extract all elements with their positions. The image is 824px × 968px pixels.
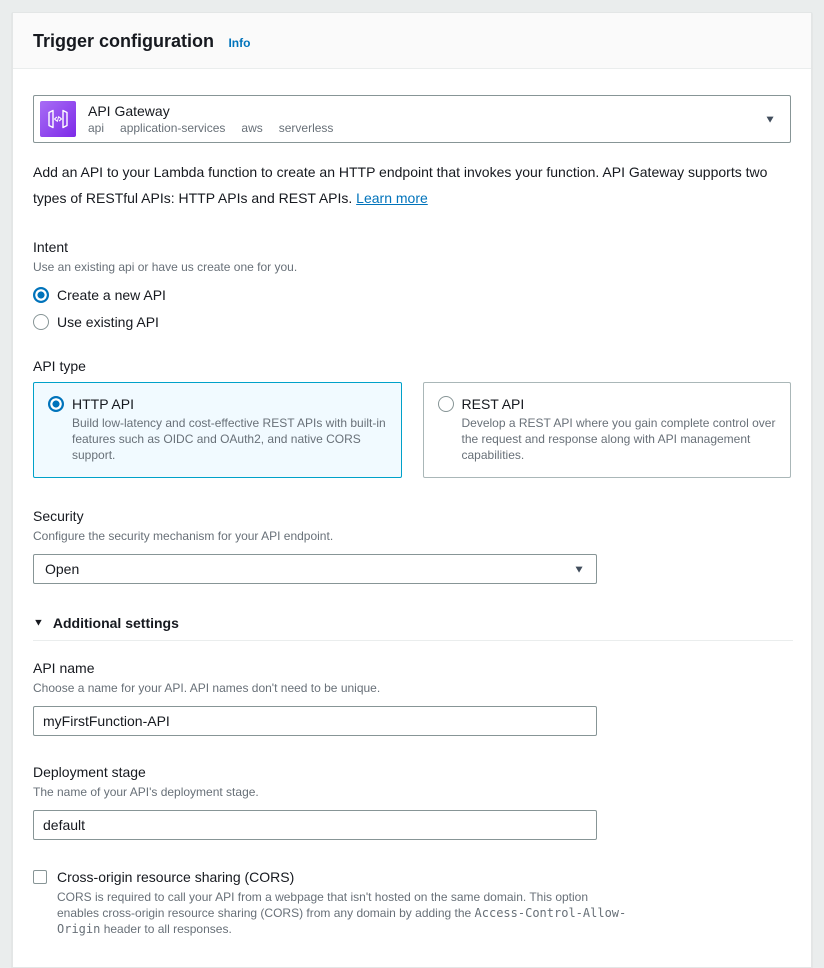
intent-section xyxy=(33,237,791,330)
page-title: Trigger configuration xyxy=(33,31,215,51)
service-tag: api xyxy=(88,121,105,135)
card-description: Develop a REST API where you gain complete control over the request and response along with API management capabilities. xyxy=(461,416,776,462)
security-description: Configure the security mechanism for your API endpoint. xyxy=(33,529,334,543)
info-link[interactable]: Info xyxy=(228,36,251,50)
additional-settings-label: Additional settings xyxy=(52,615,179,631)
intro-paragraph xyxy=(33,159,791,211)
api-name-description: Choose a name for your API. API names don't need to be unique. xyxy=(33,681,381,695)
intro-text: Add an API to your Lambda function to create an HTTP endpoint that invokes your function. API Gateway supports two types of RESTful APIs: HTTP APIs and REST APIs. xyxy=(33,164,768,206)
api-name-input[interactable] xyxy=(33,706,597,736)
api-type-section xyxy=(33,356,791,478)
intent-description: Use an existing api or have us create one for you. xyxy=(33,260,298,274)
service-tag: serverless xyxy=(278,121,334,135)
security-section xyxy=(33,506,791,584)
panel-header xyxy=(13,13,811,69)
deployment-stage-description: The name of your API's deployment stage. xyxy=(33,785,259,799)
card-http-api[interactable] xyxy=(33,382,402,478)
chevron-down-icon: ▼ xyxy=(573,563,585,575)
service-tag: aws xyxy=(241,121,263,135)
cors-section xyxy=(33,869,791,937)
trigger-source-select[interactable] xyxy=(33,95,791,143)
radio-label: Use existing API xyxy=(57,314,159,330)
learn-more-link[interactable]: Learn more xyxy=(356,190,428,206)
chevron-down-icon: ▼ xyxy=(764,113,776,125)
cors-description-text: header to all responses. xyxy=(100,922,232,936)
additional-settings-expander[interactable] xyxy=(33,615,791,631)
deployment-stage-input[interactable] xyxy=(33,810,597,840)
card-title: REST API xyxy=(461,396,525,412)
card-head xyxy=(48,396,387,412)
cors-header-code: Access-Control-Allow-Origin xyxy=(57,906,627,936)
api-type-cards xyxy=(33,382,791,478)
source-text xyxy=(88,102,764,136)
cors-description-text: CORS is required to call your API from a webpage that isn't hosted on the same domain. This option enables cross-origin resource sharing (CORS) from any domain by adding the xyxy=(57,890,589,920)
cors-label: Cross-origin resource sharing (CORS) xyxy=(57,869,295,885)
radio-label: Create a new API xyxy=(57,287,166,303)
cors-checkbox[interactable] xyxy=(33,870,47,884)
api-type-label: API type xyxy=(33,358,86,374)
api-name-field xyxy=(33,658,791,736)
security-label: Security xyxy=(33,508,84,524)
radio-icon-unselected[interactable] xyxy=(438,396,454,412)
service-name: API Gateway xyxy=(88,103,170,119)
deployment-stage-field xyxy=(33,762,791,840)
card-description: Build low-latency and cost-effective REST APIs with built-in features such as OIDC and OAuth2, and native CORS support. xyxy=(72,416,386,462)
cors-checkbox-row[interactable] xyxy=(33,869,791,885)
intent-label: Intent xyxy=(33,239,69,255)
expander-arrow-icon: ▼ xyxy=(33,617,44,629)
api-name-label: API name xyxy=(33,660,95,676)
security-select[interactable] xyxy=(33,554,597,584)
card-title: HTTP API xyxy=(72,396,134,412)
radio-icon-selected[interactable] xyxy=(33,287,49,303)
trigger-configuration-panel xyxy=(12,12,812,968)
api-gateway-icon xyxy=(40,101,76,137)
card-head xyxy=(438,396,777,412)
radio-icon-unselected[interactable] xyxy=(33,314,49,330)
panel-body xyxy=(13,69,811,967)
radio-use-existing-api[interactable] xyxy=(33,314,791,330)
section-divider xyxy=(33,640,793,641)
deployment-stage-label: Deployment stage xyxy=(33,764,146,780)
service-tag: application-services xyxy=(120,121,226,135)
radio-create-new-api[interactable] xyxy=(33,287,791,303)
security-selected-value: Open xyxy=(45,561,80,577)
card-rest-api[interactable] xyxy=(423,382,792,478)
cors-description xyxy=(57,889,627,937)
radio-icon-selected[interactable] xyxy=(48,396,64,412)
service-tags xyxy=(88,121,764,136)
